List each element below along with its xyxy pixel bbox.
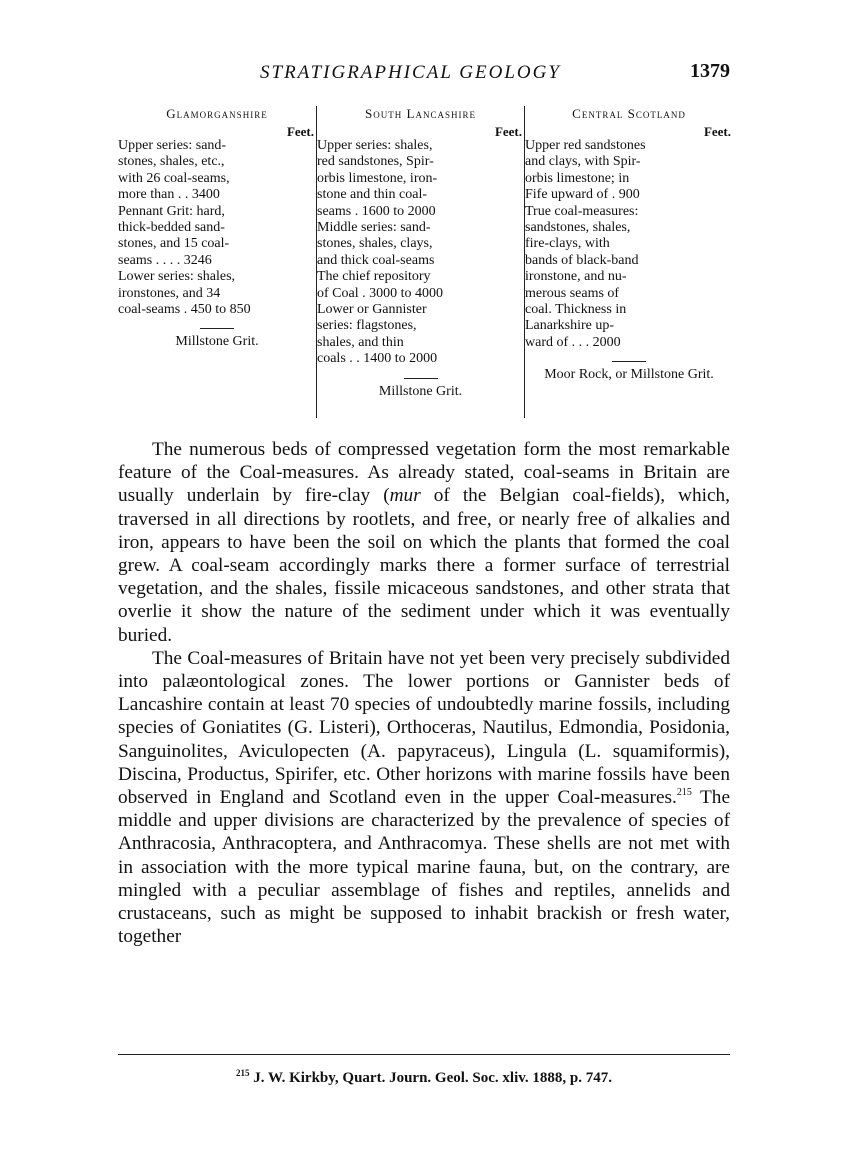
entry-line: Lower or Gannister: [317, 302, 427, 318]
column-glamorganshire: [118, 106, 316, 351]
thickness-value: 1600 to 2000: [361, 203, 436, 219]
footnote: [118, 1070, 730, 1087]
divider-rule: [525, 351, 733, 367]
thickness-value: 3000 to 4000: [369, 285, 443, 301]
entry-line: True coal-measures:: [525, 203, 639, 219]
entry-line: ironstone, and nu-: [525, 269, 627, 285]
stratum-entry: [317, 302, 524, 368]
entry-line: The chief repository: [317, 269, 431, 285]
base-formation: Millstone Grit.: [175, 334, 259, 350]
entry-line: of Coal .: [317, 285, 370, 301]
entry-line: ironstones, and 34: [118, 285, 221, 301]
divider-rule: [118, 318, 316, 334]
body-text: [118, 438, 730, 948]
stratum-entry: [118, 138, 316, 204]
entry-line: coal-seams .: [118, 302, 191, 318]
column-heading: Glamorganshire: [166, 106, 268, 121]
entry-line: Upper series: sand-: [118, 138, 227, 153]
running-head: [118, 60, 730, 88]
entry-line: merous seams of: [525, 285, 620, 301]
column-south-lancashire: [316, 106, 524, 418]
entry-line: stone and thin coal-: [317, 187, 428, 203]
entry-line: bands of black-band: [525, 252, 639, 268]
stratum-entry: [317, 220, 524, 302]
entry-line: Lanarkshire up-: [525, 318, 615, 334]
footnote-text: J. W. Kirkby, Quart. Journ. Geol. Soc. xliv. 1888, p. 747.: [249, 1070, 613, 1086]
thickness-value: 3246: [183, 252, 212, 268]
thickness-value: 3400: [191, 187, 220, 203]
page-number: 1379: [690, 60, 730, 82]
entry-line: shales, and thin: [317, 334, 404, 350]
base-formation: Moor Rock, or Millstone Grit.: [544, 367, 714, 383]
entry-line: thick-bedded sand-: [118, 220, 225, 236]
entry-line: coals . .: [317, 351, 364, 367]
entry-line: Lower series: shales,: [118, 269, 236, 285]
footnote-reference: 215: [676, 787, 692, 799]
entry-line: and thick coal-seams: [317, 252, 435, 268]
entry-line: series: flagstones,: [317, 318, 417, 334]
base-formation: Millstone Grit.: [378, 383, 463, 399]
entry-line: fire-clays, with: [525, 236, 610, 252]
entry-line: Fife upward of .: [525, 187, 619, 203]
entry-line: and clays, with Spir-: [525, 154, 641, 170]
entry-line: orbis limestone; in: [525, 170, 630, 186]
thickness-value: 2000: [592, 334, 621, 350]
entry-line: Pennant Grit: hard,: [118, 203, 225, 219]
stratum-entry: [118, 269, 316, 318]
entry-line: ward of . . .: [525, 334, 593, 350]
thickness-value: 1400 to 2000: [363, 351, 438, 367]
entry-line: with 26 coal-seams,: [118, 170, 230, 186]
entry-line: Middle series: sand-: [317, 220, 431, 236]
italic-term: mur: [389, 485, 421, 507]
paragraph-text: of the Belgian coal-fields), which, traversed in all directions by rootlets, and free, or nearly free of alkalies and iron, appears to have been the soil on which the plants that formed the coal grew. A coal-seam accordingly marks there a former surface of terrestrial vegetation, and the shales, fissile micaceous sandstones, and other strata that overlie it show the nature of the sediment under which it was eventually buried.: [118, 485, 730, 646]
divider-rule: [317, 368, 524, 384]
entry-line: seams .: [317, 203, 362, 219]
paragraph-text: The numerous beds of compressed vegetation form the most remarkable feature of the Coal-measures. As already stated, coal-seams in Britain are usually underlain by fire-clay (: [118, 439, 730, 507]
running-title: STRATIGRAPHICAL GEOLOGY: [260, 62, 561, 83]
stratum-entry: [525, 138, 733, 204]
feet-label: Feet.: [494, 124, 522, 139]
entry-line: seams . . . .: [118, 252, 184, 268]
entry-line: Upper red sandstones: [525, 138, 646, 153]
entry-line: Upper series: shales,: [317, 138, 433, 153]
entry-line: red sandstones, Spir-: [317, 154, 434, 170]
paragraph-text: The middle and upper divisions are characterized by the prevalence of species of Anthracosia, Anthracoptera, and Anthracomya. These shells are not met with in association with the more typical marine fauna, but, on the contrary, are mingled with a peculiar assemblage of fishes and reptiles, annelids and crustaceans, such as might be supposed to inhabit brackish or fresh water, together: [118, 787, 730, 948]
footnote-rule: [118, 1054, 730, 1055]
footnote-number: 215: [235, 1068, 250, 1078]
stratum-entry: [118, 204, 316, 270]
stratum-entry: [317, 138, 524, 220]
paragraph-text: The Coal-measures of Britain have not yet been very precisely subdivided into palæontological zones. The lower portions or Gannister beds of Lancashire contain at least 70 species of undoubtedly marine fossils, including species of Goniatites (G. Listeri), Orthoceras, Nautilus, Edmondia, Posidonia, Sanguinolites, Aviculopecten (A. papyraceus), Lingula (L. squamiformis), Discina, Productus, Spirifer, etc. Other horizons with marine fossils have been observed in England and Scotland even in the upper Coal-measures.: [118, 647, 730, 809]
column-heading: South Lancashire: [365, 106, 476, 121]
entry-line: sandstones, shales,: [525, 220, 631, 236]
entry-line: stones, shales, clays,: [317, 236, 433, 252]
column-central-scotland: [524, 106, 733, 418]
entry-line: more than . .: [118, 187, 192, 203]
column-heading: Central Scotland: [572, 106, 686, 121]
thickness-value: 450 to 850: [190, 302, 251, 318]
paragraph: [118, 647, 730, 949]
entry-line: coal. Thickness in: [525, 302, 627, 318]
thickness-value: 900: [618, 187, 640, 203]
paragraph: [118, 438, 730, 647]
stratum-entry: [525, 204, 733, 352]
strata-comparison-table: [118, 106, 732, 426]
entry-line: orbis limestone, iron-: [317, 170, 438, 186]
feet-label: Feet.: [286, 124, 314, 139]
entry-line: stones, shales, etc.,: [118, 154, 225, 170]
entry-line: stones, and 15 coal-: [118, 236, 230, 252]
feet-label: Feet.: [703, 124, 731, 139]
